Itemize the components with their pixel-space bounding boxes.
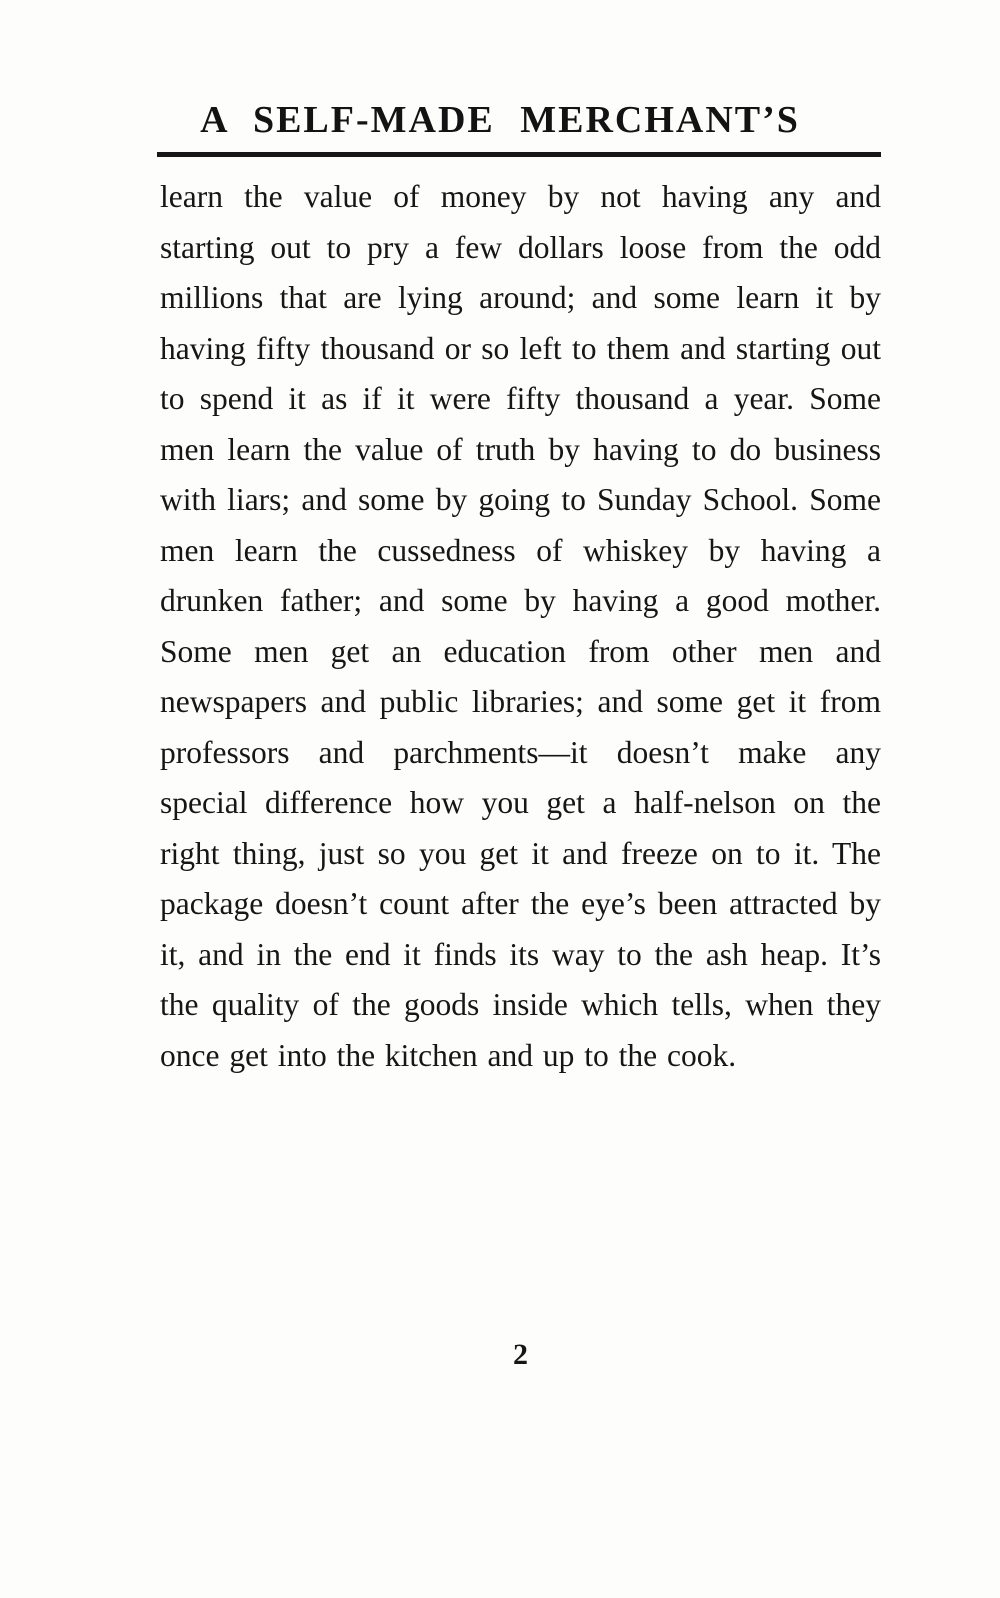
running-header: A SELF-MADE MERCHANT’S <box>200 99 800 141</box>
page-number: 2 <box>513 1338 528 1371</box>
header-rule <box>157 152 881 157</box>
body-text: learn the value of money by not having any and starting out to pry a few dollars loose from the odd millions that are lying around; and some learn it by having fifty thousand or so left to them and starting out to spend it as if it were fifty thousand a year. Some men learn the value of truth by having to do business with liars; and some by going to Sunday School. Some men learn the cussedness of whiskey by having a drunken father; and some by having a good mother. Some men get an education from other men and newspapers and public libraries; and some get it from professors and parchments—it doesn’t make any special difference how you get a half-nelson on the right thing, just so you get it and freeze on to it. The package doesn’t count after the eye’s been attracted by it, and in the end it finds its way to the ash heap. It’s the quality of the goods inside which tells, when they once get into the kitchen and up to the cook. <box>160 179 881 1073</box>
